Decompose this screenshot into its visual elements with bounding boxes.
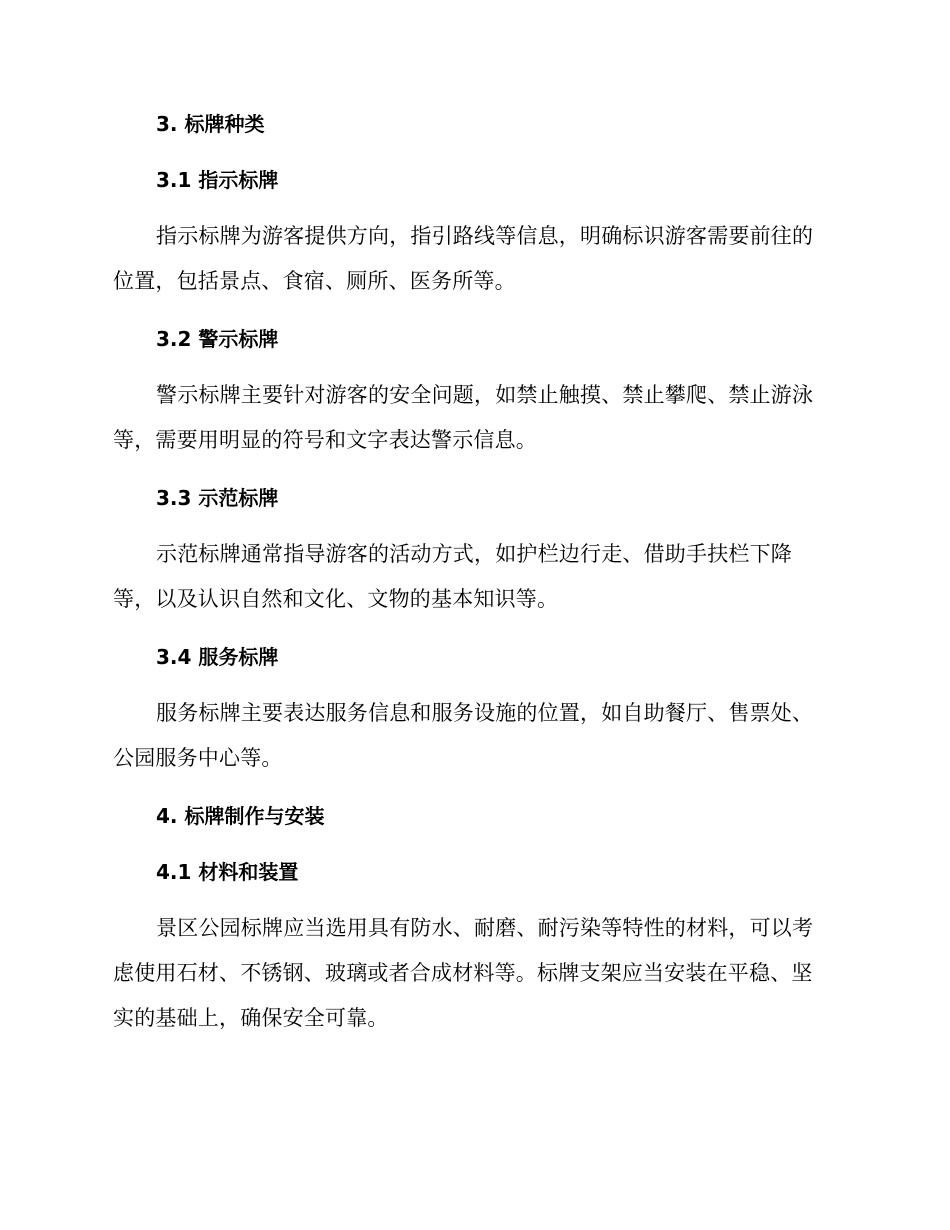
paragraph-3-1 [113,214,833,304]
paragraph-line: 虑使用石材、不锈钢、玻璃或者合成材料等。标牌支架应当安装在平稳、坚 [113,961,813,985]
paragraph-line: 景区公园标牌应当选用具有防水、耐磨、耐污染等特性的材料，可以考 [156,916,814,940]
paragraph-3-2 [113,373,833,463]
section-heading-4: 4. 标牌制作与安装 [156,804,325,828]
paragraph-line: 指示标牌为游客提供方向，指引路线等信息，明确标识游客需要前往的 [156,224,814,248]
paragraph-3-4 [113,691,833,781]
paragraph-line: 等，需要用明显的符号和文字表达警示信息。 [113,428,537,452]
paragraph-line: 公园服务中心等。 [113,746,283,770]
section-heading-3: 3. 标牌种类 [156,112,265,136]
paragraph-line: 警示标牌主要针对游客的安全问题，如禁止触摸、禁止攀爬、禁止游泳 [156,383,814,407]
paragraph-line: 服务标牌主要表达服务信息和服务设施的位置，如自助餐厅、售票处、 [156,701,814,725]
paragraph-4-1 [113,906,833,1041]
section-heading-3-1: 3.1 指示标牌 [156,168,279,192]
section-heading-4-1: 4.1 材料和装置 [156,860,299,884]
paragraph-line: 示范标牌通常指导游客的活动方式，如护栏边行走、借助手扶栏下降 [156,542,792,566]
section-heading-3-3: 3.3 示范标牌 [156,486,279,510]
paragraph-3-3 [113,532,833,622]
section-heading-3-2: 3.2 警示标牌 [156,327,279,351]
section-heading-3-4: 3.4 服务标牌 [156,645,279,669]
paragraph-line: 等，以及认识自然和文化、文物的基本知识等。 [113,587,559,611]
paragraph-line: 实的基础上，确保安全可靠。 [113,1006,389,1030]
document-page [113,108,833,1060]
paragraph-line: 位置，包括景点、食宿、厕所、医务所等。 [113,269,516,293]
